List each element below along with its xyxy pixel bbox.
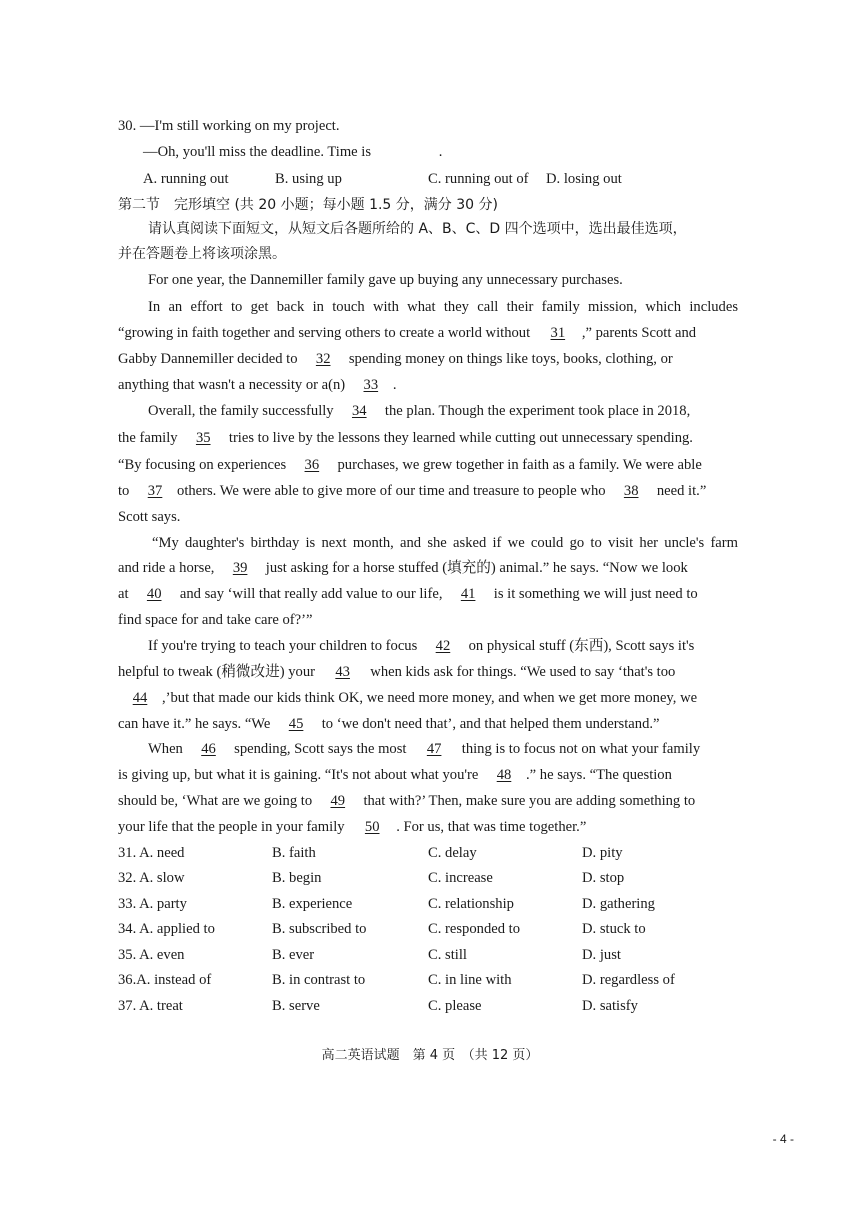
blank-40: 40 bbox=[146, 586, 162, 602]
option-31-a: 31. A. need bbox=[118, 845, 185, 861]
option-34-c: C. responded to bbox=[428, 921, 521, 937]
option-36-c: C. in line with bbox=[428, 972, 512, 988]
passage-p1: For one year, the Dannemiller family gave up buying any unnecessary purchases. bbox=[148, 272, 623, 288]
passage-p4-l1: “My daughter's birthday is next month, and she asked if we could go to visit her uncle's farm bbox=[152, 535, 738, 551]
option-31-b: B. faith bbox=[272, 845, 316, 861]
blank-46: 46 bbox=[201, 741, 216, 757]
passage-p2-l3: Gabby Dannemiller decided to 32 spending money on things like toys, books, clothing, or bbox=[118, 351, 673, 367]
blank-38: 38 bbox=[623, 483, 639, 499]
passage-p5-l2: helpful to tweak (稍微改进) your 43 when kids ask for things. “We used to say ‘that's too bbox=[118, 664, 676, 680]
passage-p3-l2: the family 35 tries to live by the lessons they learned while cutting out unnecessary spending. bbox=[118, 430, 693, 446]
option-32-d: D. stop bbox=[582, 870, 625, 886]
blank-42: 42 bbox=[435, 638, 451, 654]
blank-32: 32 bbox=[315, 351, 331, 367]
option-35-d: D. just bbox=[582, 947, 621, 963]
passage-p2-l1: In an effort to get back in touch with what they call their family mission, which includes bbox=[148, 299, 738, 315]
option-33-b: B. experience bbox=[272, 896, 353, 912]
q30-option-a: A. running out bbox=[143, 171, 229, 187]
option-36-a: 36.A. instead of bbox=[118, 972, 212, 988]
passage-p2-l2: “growing in faith together and serving others to create a world without 31 ,” parents Scott and bbox=[118, 325, 697, 341]
option-36-d: D. regardless of bbox=[582, 972, 675, 988]
section-instruction-2: 并在答题卷上将该项涂黑。 bbox=[118, 246, 286, 262]
blank-50: 50 bbox=[364, 819, 380, 835]
blank-47: 47 bbox=[426, 741, 442, 757]
option-33-d: D. gathering bbox=[582, 896, 655, 912]
passage-p6-l4: your life that the people in your family 50 . For us, that was time together.” bbox=[118, 819, 587, 835]
passage-p4-l4: find space for and take care of?’” bbox=[118, 612, 313, 628]
option-33-c: C. relationship bbox=[428, 896, 514, 912]
option-35-b: B. ever bbox=[272, 947, 315, 963]
q30-stem bbox=[118, 116, 738, 136]
blank-33: 33 bbox=[363, 377, 379, 393]
passage-p6-l3: should be, ‘What are we going to 49 that with?’ Then, make sure you are adding something to bbox=[118, 793, 696, 809]
blank-37: 37 bbox=[147, 483, 163, 499]
q30-response: —Oh, you'll miss the deadline. Time is . bbox=[143, 144, 443, 160]
blank-34: 34 bbox=[351, 403, 367, 419]
blank-39: 39 bbox=[232, 560, 248, 576]
blank-43: 43 bbox=[335, 664, 350, 680]
passage-p5-l1: If you're trying to teach your children to focus 42 on physical stuff (东西), Scott says it's bbox=[148, 638, 695, 654]
q30-option-c: C. running out of bbox=[428, 171, 529, 187]
passage-p3-l1: Overall, the family successfully 34 the plan. Though the experiment took place in 2018, bbox=[148, 403, 691, 419]
option-37-b: B. serve bbox=[272, 998, 320, 1014]
option-34-a: 34. A. applied to bbox=[118, 921, 215, 937]
blank-48: 48 bbox=[496, 767, 512, 783]
q30-option-d: D. losing out bbox=[546, 171, 622, 187]
blank-35: 35 bbox=[195, 430, 211, 446]
passage-p4-l2: and ride a horse, 39 just asking for a horse stuffed (填充的) animal.” he says. “Now we look bbox=[118, 560, 688, 576]
q30-option-b: B. using up bbox=[275, 171, 342, 187]
passage-p5-l4: can have it.” he says. “We 45 to ‘we don't need that’, and that helped them understand.” bbox=[118, 716, 660, 732]
option-37-a: 37. A. treat bbox=[118, 998, 183, 1014]
option-31-d: D. pity bbox=[582, 845, 623, 861]
passage-p6-l1: When 46 spending, Scott says the most 47 thing is to focus not on what your family bbox=[148, 741, 701, 757]
passage-p2-l4: anything that wasn't a necessity or a(n) 33 . bbox=[118, 377, 397, 393]
blank-36: 36 bbox=[304, 457, 320, 473]
section-heading: 第二节 完形填空 (共 20 小题；每小题 1.5 分，满分 30 分) bbox=[118, 197, 498, 213]
page-number: - 4 - bbox=[772, 1132, 794, 1146]
option-32-a: 32. A. slow bbox=[118, 870, 185, 886]
option-33-a: 33. A. party bbox=[118, 896, 187, 912]
option-37-c: C. please bbox=[428, 998, 482, 1014]
option-37-d: D. satisfy bbox=[582, 998, 638, 1014]
option-35-c: C. still bbox=[428, 947, 467, 963]
blank-44: 44 bbox=[132, 690, 148, 706]
passage-p6-l2: is giving up, but what it is gaining. “It's not about what you're 48 .” he says. “The question bbox=[118, 767, 672, 783]
option-34-b: B. subscribed to bbox=[272, 921, 367, 937]
passage-p3-l3: “By focusing on experiences 36 purchases, we grew together in faith as a family. We were able bbox=[118, 457, 702, 473]
blank-45: 45 bbox=[288, 716, 304, 732]
passage-p5-l3: 44 ,’but that made our kids think OK, we need more money, and when we get more money, we bbox=[118, 688, 738, 708]
blank-49: 49 bbox=[330, 793, 346, 809]
option-31-c: C. delay bbox=[428, 845, 477, 861]
option-36-b: B. in contrast to bbox=[272, 972, 366, 988]
blank-41: 41 bbox=[460, 586, 476, 602]
blank-31: 31 bbox=[550, 325, 566, 341]
option-35-a: 35. A. even bbox=[118, 947, 185, 963]
option-32-c: C. increase bbox=[428, 870, 493, 886]
passage-p3-l5: Scott says. bbox=[118, 509, 181, 525]
q30-line1: 30. —I'm still working on my project. bbox=[118, 118, 340, 134]
section-instruction-1: 请认真阅读下面短文，从短文后各题所给的 A、B、C、D 四个选项中，选出最佳选项， bbox=[148, 221, 687, 237]
page-footer: 高二英语试题 第 4 页 （共 12 页） bbox=[321, 1048, 539, 1063]
option-32-b: B. begin bbox=[272, 870, 322, 886]
passage-p3-l4: to 37 others. We were able to give more of our time and treasure to people who 38 need it.” bbox=[118, 483, 707, 499]
passage-p4-l3: at 40 and say ‘will that really add value to our life, 41 is it something we will just need to bbox=[118, 586, 698, 602]
option-34-d: D. stuck to bbox=[582, 921, 646, 937]
